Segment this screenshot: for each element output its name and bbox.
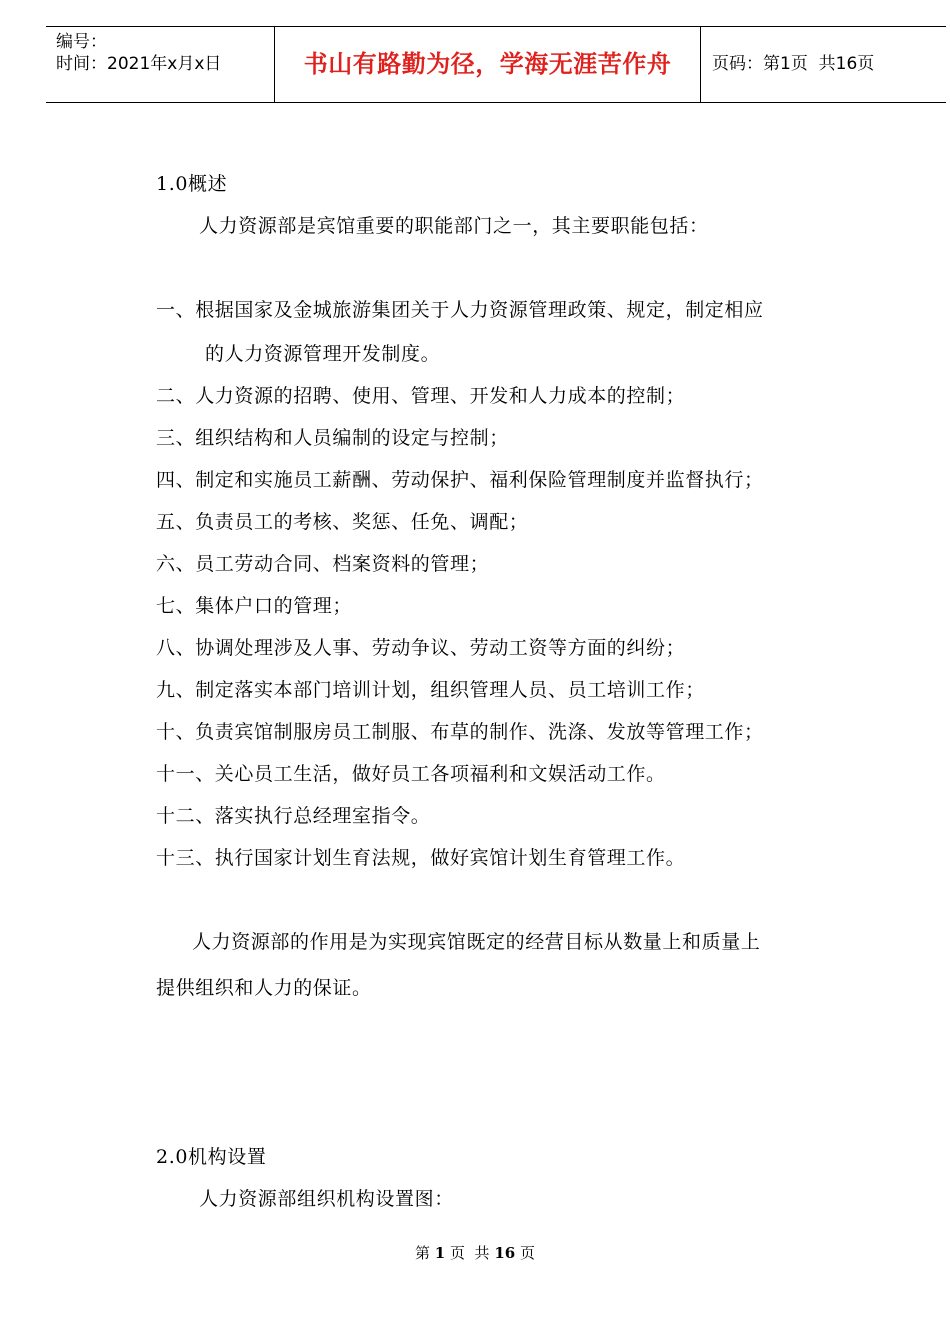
duty-item-1-continuation: 的人力资源管理开发制度。: [205, 343, 441, 365]
date-label: 时间：2021年x月x日: [56, 54, 222, 74]
header-page-suffix: 页: [857, 54, 875, 74]
duty-item-5: 五、负责员工的考核、奖惩、任免、调配；: [156, 511, 529, 533]
overview-intro: 人力资源部是宾馆重要的职能部门之一，其主要职能包括：: [199, 215, 709, 237]
duty-item-8: 八、协调处理涉及人事、劳动争议、劳动工资等方面的纠纷；: [156, 637, 686, 659]
header-page-indicator: [701, 27, 946, 102]
serial-number-label: 编号：: [56, 32, 107, 52]
duty-item-13: 十三、执行国家计划生育法规，做好宾馆计划生育管理工作。: [156, 847, 686, 869]
header-page-total: 16: [835, 54, 858, 74]
page-header: [46, 26, 946, 103]
duty-item-1: 一、根据国家及金城旅游集团关于人力资源管理政策、规定，制定相应: [156, 299, 764, 321]
header-page-current: 1: [780, 54, 791, 74]
structure-intro: 人力资源部组织机构设置图：: [199, 1188, 454, 1210]
header-meta-cell: [46, 27, 275, 102]
footer-page-current: 1: [434, 1244, 446, 1262]
page-footer: [0, 1243, 950, 1263]
footer-page-mid: 页 共: [450, 1244, 490, 1262]
header-page-mid: 页 共: [790, 54, 836, 74]
duty-item-12: 十二、落实执行总经理室指令。: [156, 805, 431, 827]
overview-closing-line-1: 人力资源部的作用是为实现宾馆既定的经营目标从数量上和质量上: [192, 931, 761, 953]
header-page-prefix: 页码：第: [712, 54, 780, 74]
duty-item-4: 四、制定和实施员工薪酬、劳动保护、福利保险管理制度并监督执行；: [156, 469, 764, 491]
footer-page-total: 16: [494, 1244, 516, 1262]
duty-item-10: 十、负责宾馆制服房员工制服、布草的制作、洗涤、发放等管理工作；: [156, 721, 764, 743]
duty-item-6: 六、员工劳动合同、档案资料的管理；: [156, 553, 490, 575]
overview-closing-line-2: 提供组织和人力的保证。: [156, 977, 372, 999]
footer-page-suffix: 页: [519, 1244, 535, 1262]
duty-item-9: 九、制定落实本部门培训计划，组织管理人员、员工培训工作；: [156, 679, 705, 701]
duty-item-7: 七、集体户口的管理；: [156, 595, 353, 617]
section-heading-overview: 1.0概述: [156, 173, 228, 195]
duty-item-11: 十一、关心员工生活，做好员工各项福利和文娱活动工作。: [156, 763, 666, 785]
duty-item-3: 三、组织结构和人员编制的设定与控制；: [156, 427, 509, 449]
section-heading-structure: 2.0机构设置: [156, 1146, 267, 1168]
footer-page-prefix: 第: [414, 1244, 430, 1262]
duty-item-2: 二、人力资源的招聘、使用、管理、开发和人力成本的控制；: [156, 385, 686, 407]
header-motto: 书山有路勤为径，学海无涯苦作舟: [275, 27, 701, 102]
